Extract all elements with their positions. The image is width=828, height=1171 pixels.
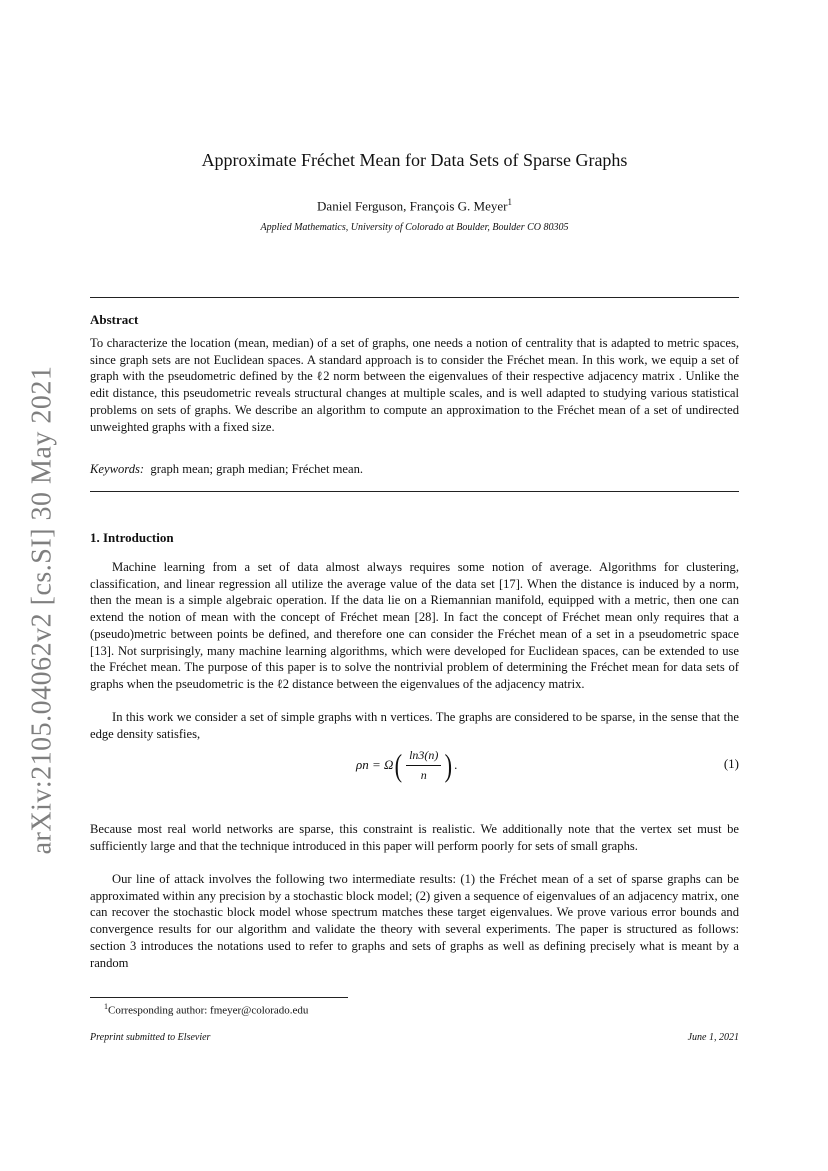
section-heading-introduction: 1. Introduction: [90, 530, 174, 545]
footnote-text: Corresponding author: fmeyer@colorado.edu: [108, 1004, 309, 1017]
abstract-top-rule: [90, 297, 739, 298]
paper-title: Approximate Fréchet Mean for Data Sets of Sparse Graphs: [201, 150, 628, 170]
author-footnote-mark: 1: [507, 197, 512, 207]
footnote-rule: [90, 997, 348, 998]
equation-fraction: [406, 748, 441, 783]
footer-date: June 1, 2021: [687, 1032, 739, 1043]
abstract-bottom-rule: [90, 491, 739, 492]
keywords-label: Keywords:: [90, 462, 145, 476]
keywords-text: graph mean; graph median; Fréchet mean.: [150, 462, 364, 476]
equation-numerator: ln3(n): [406, 748, 441, 766]
intro-paragraph-1: Machine learning from a set of data almost always requires some notion of average. Algorithms for clustering, classification, and linear regression all utilize the average value of the data set [17]. When the distance is induced by a norm, then the mean is a simple algebraic operation. If the data lie on a Riemannian manifold, equipped with a metric, then one can extend the notion of mean with the concept of Fréchet mean [28]. In fact the concept of Fréchet mean only requires that a (pseudo)metric between points be defined, and therefore one can consider the Fréchet mean of a set in a pseudometric space [13]. Not surprisingly, many machine learning algorithms, which were developed for Euclidean spaces, can be extended to use the Fréchet mean. The purpose of this paper is to solve the nontrivial problem of determining the Fréchet mean for data sets of graphs when the pseudometric is the ℓ2 distance between the eigenvalues of the adjacency matrix.: [90, 560, 739, 691]
intro-paragraph-3: Because most real world networks are sparse, this constraint is realistic. We additionally note that the vertex set must be sufficiently large and that the technique introduced in this paper will perform poorly for sets of small graphs.: [90, 822, 739, 853]
intro-paragraph-4: Our line of attack involves the following two intermediate results: (1) the Fréchet mean of a set of sparse graphs can be approximated within any precision by a stochastic block model; (2) given a sequence of eigenvalues of an adjacency matrix, one can recover the stochastic block model whose spectrum matches these target eigenvalues. We prove various error bounds and convergence results for our algorithm and validate the theory with several experiments. The paper is structured as follows: section 3 introduces the notations used to refer to graphs and sets of graphs as well as defining precisely what is meant by a random: [90, 872, 739, 970]
left-paren: (: [395, 747, 403, 783]
footnote: [104, 1002, 308, 1017]
equation-number: (1): [723, 756, 739, 771]
footnote-mark: 1: [104, 1002, 108, 1011]
arxiv-stamp: [22, 365, 62, 855]
footer-preprint-note: Preprint submitted to Elsevier: [90, 1032, 211, 1043]
equation-1: [90, 744, 739, 786]
abstract-body: To characterize the location (mean, median) of a set of graphs, one needs a notion of centrality that is adapted to metric spaces, since graph sets are not Euclidean spaces. A standard approach is to consider the Fréchet mean. In this work, we equip a set of graph with the pseudometric defined by the ℓ2 norm between the eigenvalues of their respective adjacency matrix . Unlike the edit distance, this pseudometric reveals structural changes at multiple scales, and is well adapted to studying various statistical problems on sets of graphs. We describe an algorithm to compute an approximation to the Fréchet mean of a set of undirected unweighted graphs with a fixed size.: [90, 336, 739, 434]
author-names: Daniel Ferguson, François G. Meyer: [317, 198, 508, 214]
intro-paragraph-2: In this work we consider a set of simple graphs with n vertices. The graphs are considered to be sparse, in the sense that the edge density satisfies,: [90, 710, 739, 741]
equation-denominator: n: [420, 767, 427, 782]
equation-trailing: .: [454, 757, 458, 772]
author-line: [90, 197, 739, 214]
equation-lhs: ρn = Ω: [356, 757, 394, 772]
right-paren: ): [445, 747, 453, 783]
arxiv-id: arXiv:2105.04062v2 [cs.SI] 30 May 2021: [26, 365, 58, 855]
affiliation: Applied Mathematics, University of Colorado at Boulder, Boulder CO 80305: [260, 222, 569, 233]
keywords-line: [90, 461, 739, 478]
equation-body: [356, 744, 457, 786]
abstract-heading: Abstract: [90, 312, 139, 327]
